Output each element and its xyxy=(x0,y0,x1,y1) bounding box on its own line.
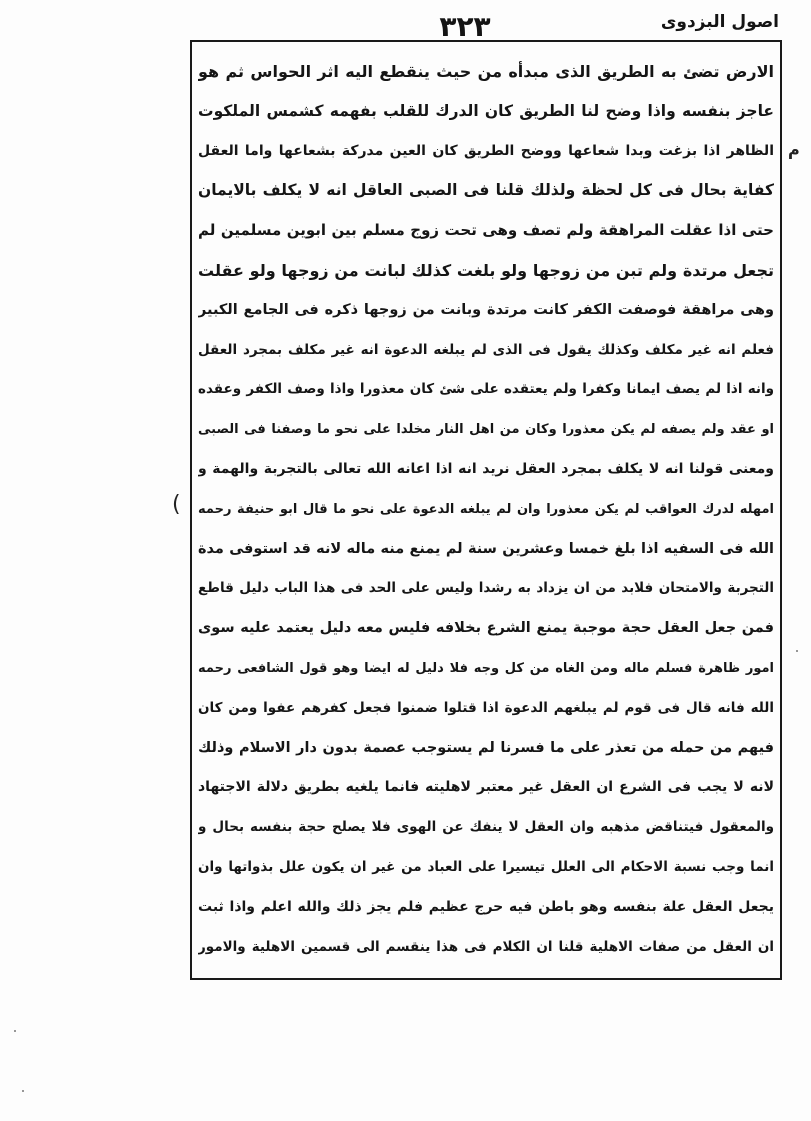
text-line: ومعنى قولنا انه لا يكلف بمجرد العقل نريد انه اذا اعانه الله تعالى بالتجربة والهمة و xyxy=(198,460,774,477)
text-line: الظاهر اذا بزغت وبدا شعاعها ووضح الطريق كان العين مدركة بشعاعها واما العقل xyxy=(198,142,774,159)
scan-speck xyxy=(14,1030,16,1032)
scan-speck xyxy=(22,1090,24,1092)
text-line: الارض تضئ به الطريق الذى مبدأه من حيث ينقطع اليه اثر الحواس ثم هو xyxy=(198,62,774,81)
text-line: امور ظاهرة فسلم ماله ومن الغاه من كل وجه فلا دليل له ايضا وهو قول الشافعى رحمه xyxy=(198,660,774,676)
text-line: فعلم انه غير مكلف وكذلك يقول فى الذى لم يبلغه الدعوة انه غير مكلف بمجرد العقل xyxy=(198,341,774,358)
page-number: ۳۲۳ xyxy=(439,10,491,43)
text-line: والمعقول فيتناقض مذهبه وان العقل لا ينفك عن الهوى فلا يصلح حجة بنفسه بحال و xyxy=(198,819,774,836)
text-line: وهى مراهقة فوصفت الكفر كانت مرتدة وبانت من زوجها ذكره فى الجامع الكبير xyxy=(198,301,774,318)
scan-speck xyxy=(796,650,798,652)
margin-mark-right: م xyxy=(788,140,800,159)
text-line: الله فانه قال فى قوم لم يبلغهم الدعوة اذا قتلوا ضمنوا فجعل كفرهم عفوا ومن كان xyxy=(198,699,774,716)
text-line: كفاية بحال فى كل لحظة ولذلك قلنا فى الصبى العاقل انه لا يكلف بالايمان xyxy=(198,181,774,200)
text-line: ان العقل من صفات الاهلية قلنا ان الكلام فى هذا ينقسم الى قسمين الاهلية والامور xyxy=(198,938,774,955)
text-line: وانه اذا لم يصف ايمانا وكفرا ولم يعتقده على شئ كان معذورا واذا وصف الكفر وعقده xyxy=(198,381,774,398)
margin-mark-left: ( xyxy=(172,492,181,517)
text-line: لانه لا يجب فى الشرع ان العقل غير معتبر لاهليته فانما يلغيه بطريق دلالة الاجتهاد xyxy=(198,779,774,796)
running-header-title: اصول البزدوی xyxy=(660,12,779,32)
text-line: تجعل مرتدة ولم تبن من زوجها ولو بلغت كذلك لبانت من زوجها ولو عقلت xyxy=(198,260,774,280)
text-line: انما وجب نسبة الاحكام الى العلل تيسيرا على العباد من غير ان يكون علل بذواتها وان xyxy=(198,858,774,875)
text-line: او عقد ولم يصفه لم يكن معذورا وكان من اهل النار مخلدا على نحو ما وصفنا فى الصبى xyxy=(198,422,774,438)
text-line: فيهم من حمله من تعذر على ما فسرنا لم يستوجب عصمة بدون دار الاسلام وذلك xyxy=(198,739,774,756)
text-line: عاجز بنفسه واذا وضح لنا الطريق كان الدرك للقلب بفهمه كشمس الملكوت xyxy=(198,101,774,120)
text-line: يجعل العقل علة بنفسه وهو باطن فيه حرج عظيم فلم يجز ذلك والله اعلم واذا ثبت xyxy=(198,898,774,915)
text-body xyxy=(198,52,774,967)
text-line: التجربة والامتحان فلابد من ان يزداد به رشدا وليس على الحد فى هذا الباب دليل قاطع xyxy=(198,580,774,597)
text-line: امهله لدرك العواقب لم يكن معذورا وان لم يبلغه الدعوة على نحو ما قال ابو حنيفة رحمه xyxy=(198,501,774,517)
text-frame xyxy=(190,40,782,980)
text-line: الله فى السفيه اذا بلغ خمسا وعشرين سنة لم يمنع منه ماله لانه قد استوفى مدة xyxy=(198,540,774,557)
text-line: فمن جعل العقل حجة موجبة يمنع الشرع بخلافه فليس معه دليل يعتمد عليه سوى xyxy=(198,620,774,637)
text-line: حتى اذا عقلت المراهقة ولم تصف وهى تحت زوج مسلم بين ابوين مسلمين لم xyxy=(198,221,774,240)
